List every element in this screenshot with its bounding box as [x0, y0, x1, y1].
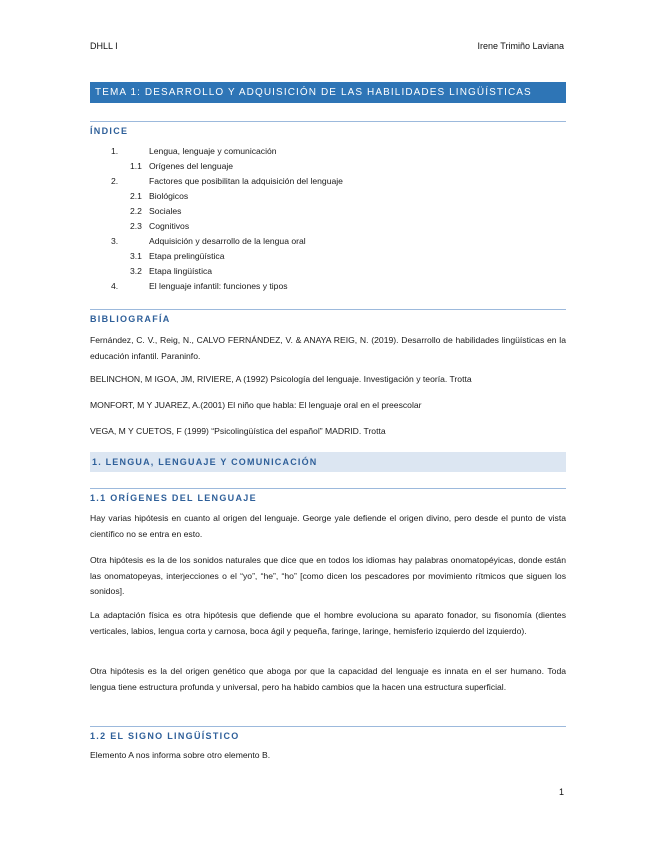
toc-number: 3.2: [130, 266, 142, 276]
toc-item[interactable]: Biológicos: [149, 191, 189, 201]
toc-item[interactable]: El lenguaje infantil: funciones y tipos: [149, 281, 288, 291]
toc-number: 2.2: [130, 206, 142, 216]
divider: [90, 309, 566, 310]
paragraph: Elemento A nos informa sobre otro elemento B.: [90, 750, 271, 760]
bibliography-entry: VEGA, M Y CUETOS, F (1999) “Psicolingüística del español” MADRID. Trotta: [90, 426, 386, 436]
divider: [90, 726, 566, 727]
divider: [90, 121, 566, 122]
toc-number: 3.1: [130, 251, 142, 261]
page-number: 1: [558, 787, 564, 797]
toc-item[interactable]: Factores que posibilitan la adquisición del lenguaje: [149, 176, 343, 186]
toc-item[interactable]: Adquisición y desarrollo de la lengua oral: [149, 236, 306, 246]
section-1-title: 1. LENGUA, LENGUAJE Y COMUNICACIÓN: [92, 457, 318, 467]
toc-number: 1.: [111, 146, 119, 156]
toc-item[interactable]: Orígenes del lenguaje: [149, 161, 234, 171]
bibliography-title: BIBLIOGRAFÍA: [90, 314, 171, 324]
bibliography-entry: BELINCHON, M IGOA, JM, RIVIERE, A (1992) Psicología del lenguaje. Investigación y teoría. Trotta: [90, 374, 472, 384]
toc-item[interactable]: Lengua, lenguaje y comunicación: [149, 146, 277, 156]
toc-number: 3.: [111, 236, 119, 246]
header-author: Irene Trimiño Laviana: [477, 41, 564, 51]
bibliography-entry: Fernández, C. V., Reig, N., CALVO FERNÁNDEZ, V. & ANAYA REIG, N. (2019). Desarrollo de habilidades lingüísticas en la educación infantil. Paraninfo.: [90, 335, 566, 361]
index-title: ÍNDICE: [90, 126, 129, 136]
toc-item[interactable]: Sociales: [149, 206, 182, 216]
section-1-1-title: 1.1 ORÍGENES DEL LENGUAJE: [90, 493, 257, 503]
toc-number: 2.1: [130, 191, 142, 201]
section-1-2-title: 1.2 EL SIGNO LINGÜÍSTICO: [90, 731, 240, 741]
bibliography-entry: MONFORT, M Y JUAREZ, A.(2001) El niño que habla: El lenguaje oral en el preescolar: [90, 400, 422, 410]
toc-number: 2.3: [130, 221, 142, 231]
section-1-heading: [90, 452, 566, 472]
topic-title-banner: [90, 82, 566, 103]
divider: [90, 488, 566, 489]
paragraph: Otra hipótesis es la de los sonidos naturales que dice que en todos los idiomas hay palabras onomatopéyicas, donde están las onomatopeyas, interjecciones o el “yo”, “he”, “ho” [como dicen los pescadores por movimiento rítmicos que siguen los sonidos].: [90, 555, 566, 596]
paragraph: La adaptación física es otra hipótesis que defiende que el hombre evoluciona su aparato fonador, su fisonomía (dientes verticales, labios, lengua corta y carnosa, boca ágil y pequeña, faringe, laringe, hemisferio izquierdo del izquierdo).: [90, 610, 566, 636]
toc-item[interactable]: Etapa prelingüística: [149, 251, 225, 261]
toc-number: 4.: [111, 281, 119, 291]
toc-number: 2.: [111, 176, 119, 186]
paragraph: Otra hipótesis es la del origen genético que aboga por que la capacidad del lenguaje es innata en el ser humano. Toda lengua tiene estructura profunda y universal, pero ha habido cambios que la hacen una estructura superficial.: [90, 666, 566, 692]
toc-item[interactable]: Etapa lingüística: [149, 266, 213, 276]
topic-title: TEMA 1: DESARROLLO Y ADQUISICIÓN DE LAS HABILIDADES LINGÜÍSTICAS: [95, 87, 532, 98]
paragraph: Hay varias hipótesis en cuanto al origen del lenguaje. George yale defiende el origen divino, pero desde el punto de vista científico no se entra en esto.: [90, 513, 566, 539]
toc-item[interactable]: Cognitivos: [149, 221, 190, 231]
toc-number: 1.1: [130, 161, 142, 171]
header-course: DHLL I: [90, 41, 118, 51]
